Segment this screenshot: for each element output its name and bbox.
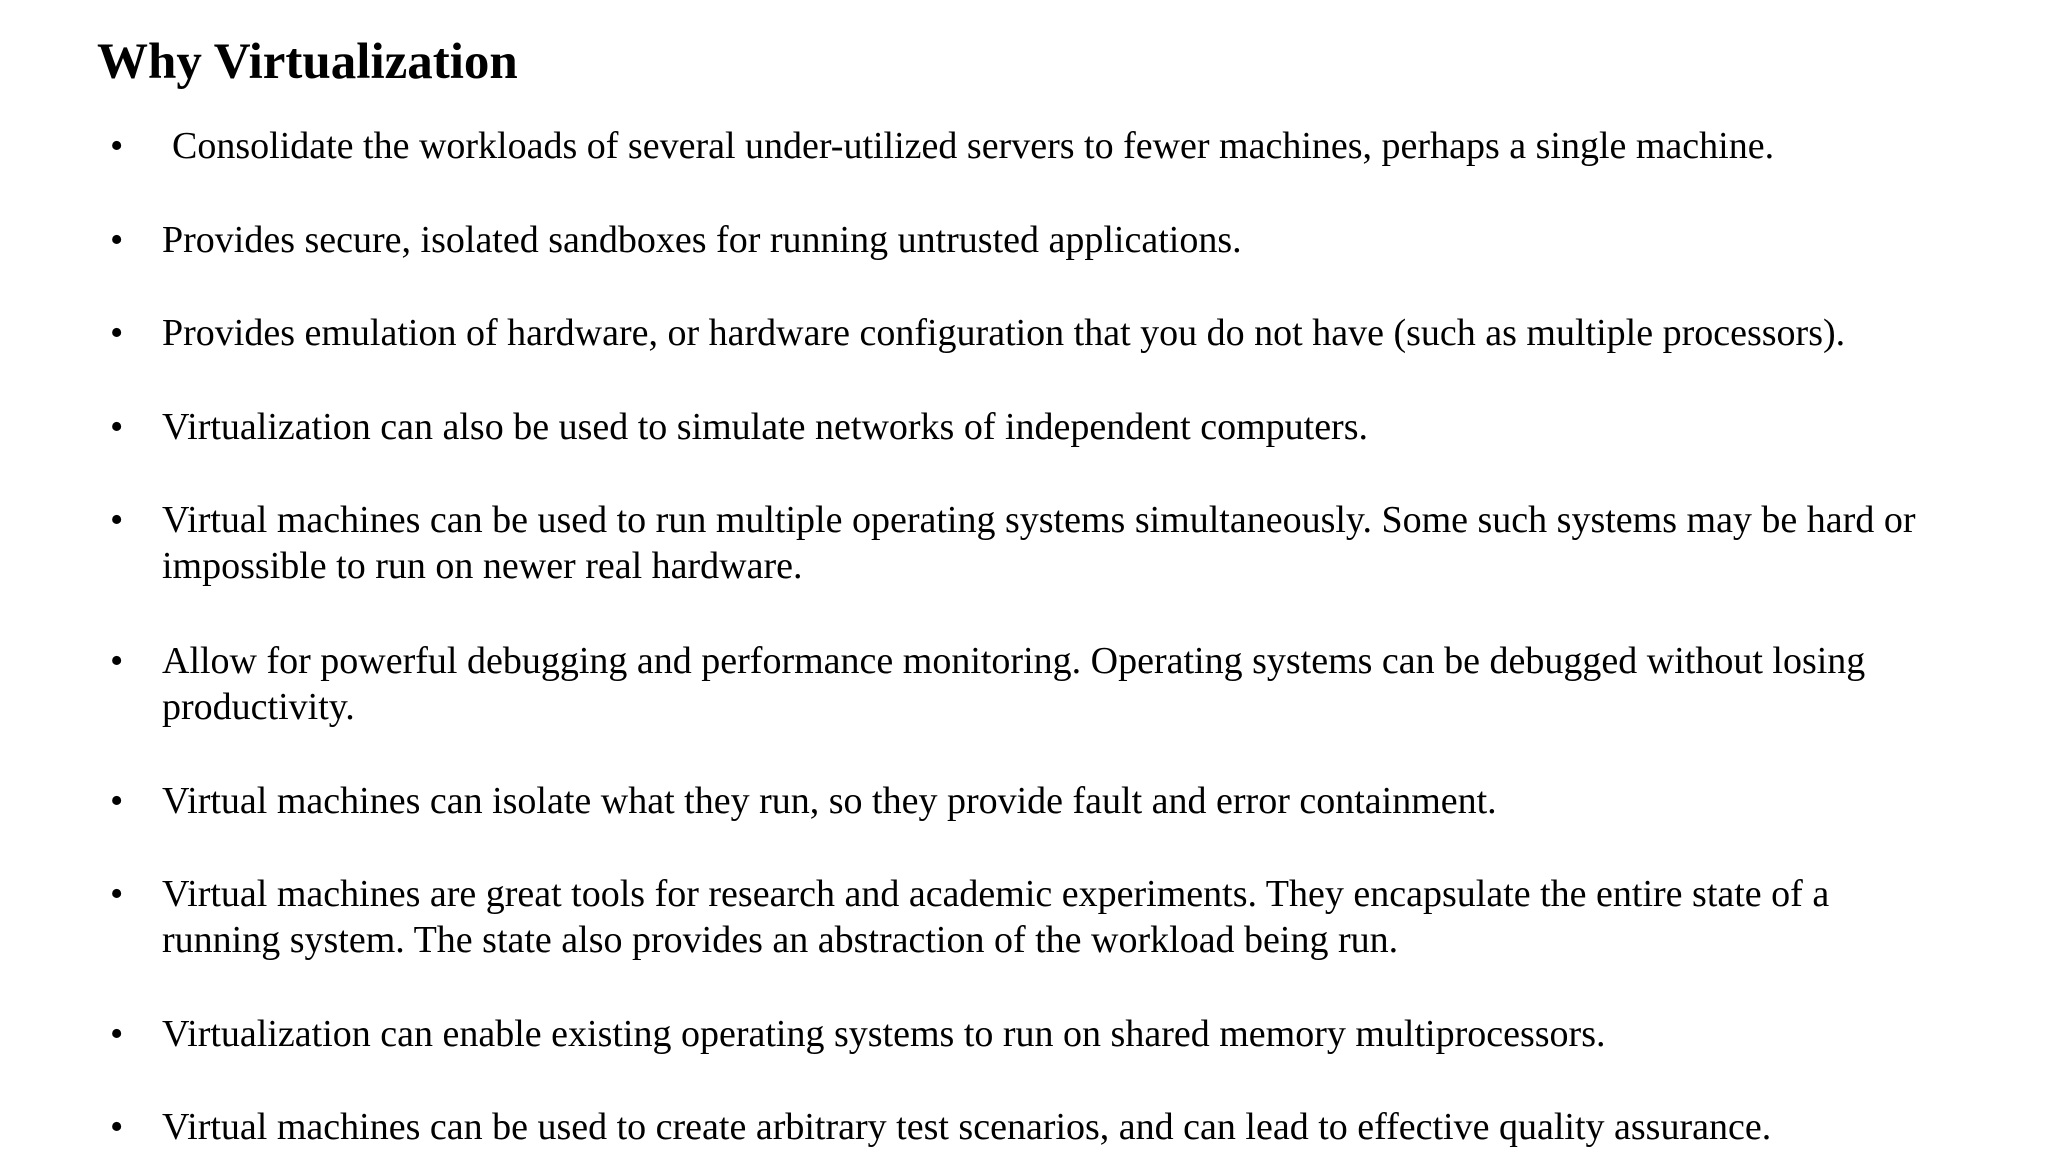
bullet-dot-icon: •	[110, 499, 124, 541]
bullet-text: Allow for powerful debugging and performance monitoring. Operating systems can be debugged without losing productivity.	[162, 640, 1866, 728]
bullet-dot-icon: •	[110, 312, 124, 354]
bullet-dot-icon: •	[110, 640, 124, 682]
bullet-text: Provides secure, isolated sandboxes for running untrusted applications.	[162, 219, 1242, 261]
bullet-text: Virtual machines are great tools for research and academic experiments. They encapsulate the entire state of a running system. The state also provides an abstraction of the workload being run.	[162, 873, 1830, 961]
bullet-text: Consolidate the workloads of several under-utilized servers to fewer machines, perhaps a single machine.	[172, 125, 1775, 167]
bullet-text: Virtualization can also be used to simulate networks of independent computers.	[162, 406, 1368, 448]
bullet-dot-icon: •	[110, 125, 124, 167]
bullet-dot-icon: •	[110, 780, 124, 822]
bullet-dot-icon: •	[110, 219, 124, 261]
bullet-text: Virtual machines can be used to create arbitrary test scenarios, and can lead to effective quality assurance.	[162, 1106, 1772, 1148]
slide-title: Why Virtualization	[97, 34, 518, 90]
bullet-text: Provides emulation of hardware, or hardware configuration that you do not have (such as multiple processors).	[162, 312, 1846, 354]
bullet-dot-icon: •	[110, 406, 124, 448]
bullet-dot-icon: •	[110, 873, 124, 915]
bullet-text: Virtual machines can be used to run multiple operating systems simultaneously. Some such systems may be hard or impossible to run on newer real hardware.	[162, 499, 1916, 587]
bullet-text: Virtual machines can isolate what they run, so they provide fault and error containment.	[162, 780, 1497, 822]
bullet-dot-icon: •	[110, 1013, 124, 1055]
bullet-text: Virtualization can enable existing operating systems to run on shared memory multiprocessors.	[162, 1013, 1606, 1055]
bullet-dot-icon: •	[110, 1106, 124, 1148]
